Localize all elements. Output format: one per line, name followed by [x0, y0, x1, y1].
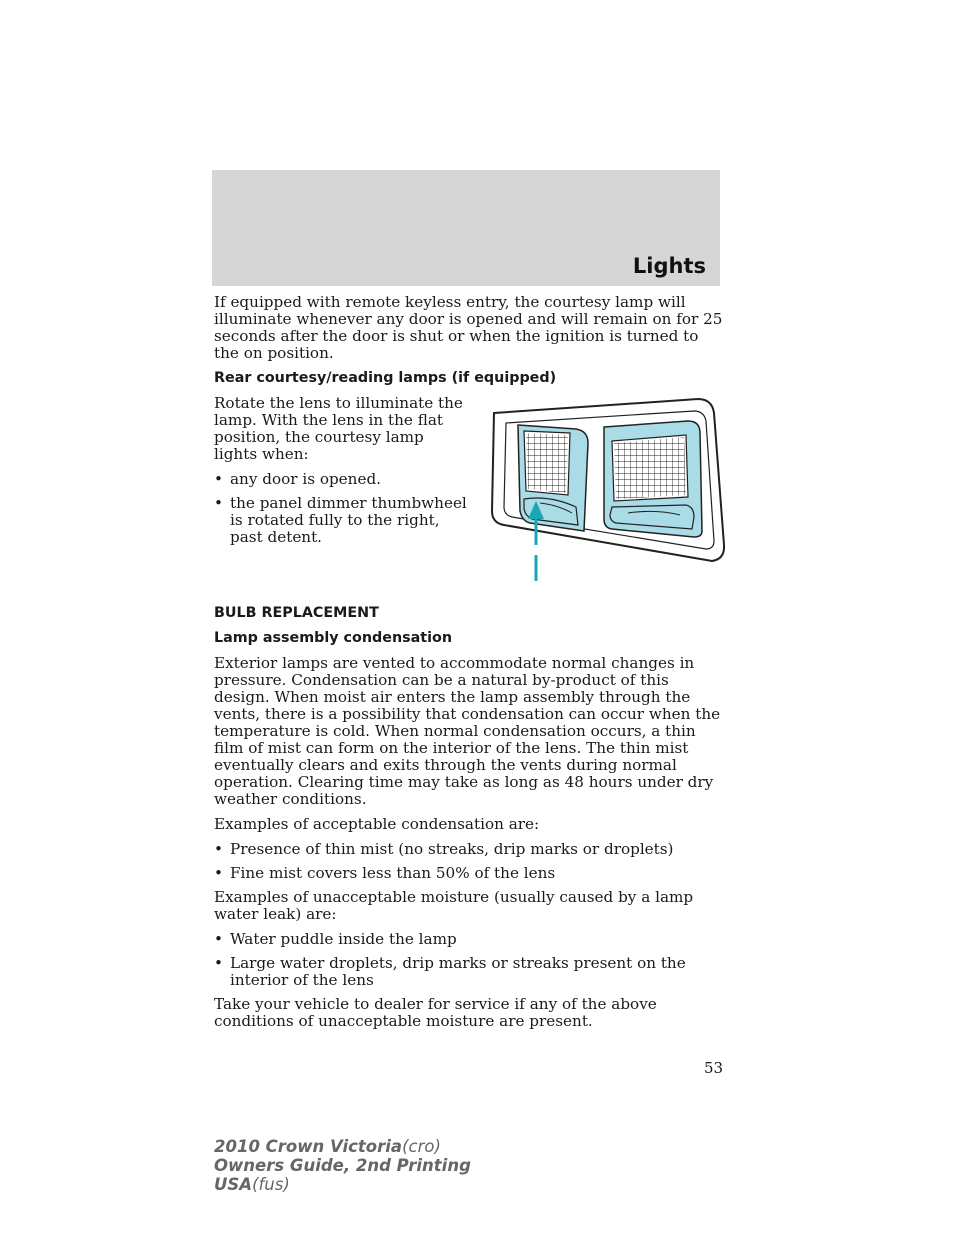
- footer-region: USA: [214, 1175, 253, 1194]
- section-header-band: [212, 170, 720, 286]
- list-item: • Water puddle inside the lamp: [214, 931, 724, 948]
- footer-model: 2010 Crown Victoria: [214, 1137, 403, 1156]
- unacceptable-list: [214, 931, 724, 989]
- page-content: [214, 294, 724, 1038]
- rear-lamp-illustration: [480, 395, 738, 583]
- page-number: 53: [704, 1059, 724, 1077]
- intro-paragraph: If equipped with remote keyless entry, the courtesy lamp will illuminate whenever any door is opened and will remain on for 25 seconds after the door is shut or when the ignition is turned to the on position.: [214, 293, 723, 362]
- list-item: • Fine mist covers less than 50% of the lens: [214, 865, 724, 882]
- condensation-subheading: Lamp assembly condensation: [214, 630, 453, 646]
- list-item: • Presence of thin mist (no streaks, drip marks or droplets): [214, 841, 724, 858]
- list-item: • any door is opened.: [214, 471, 724, 488]
- acceptable-intro: Examples of acceptable condensation are:: [214, 815, 540, 833]
- closing-paragraph: Take your vehicle to dealer for service if any of the above conditions of unacceptable moisture are present.: [214, 995, 657, 1030]
- acceptable-list: [214, 841, 724, 882]
- rear-lamps-conditions-list: [214, 471, 724, 546]
- list-item: • Large water droplets, drip marks or streaks present on the interior of the lens: [214, 955, 724, 989]
- unacceptable-intro: Examples of unacceptable moisture (usually caused by a lamp water leak) are:: [214, 888, 694, 923]
- footer-guide: Owners Guide, 2nd Printing: [214, 1156, 471, 1175]
- rear-lamps-body: Rotate the lens to illuminate the lamp. With the lens in the flat position, the courtesy lamp lights when:: [214, 394, 463, 463]
- bulb-replacement-heading: BULB REPLACEMENT: [214, 605, 379, 621]
- footer-model-code: (cro): [402, 1137, 441, 1156]
- section-title: Lights: [632, 254, 706, 278]
- footer-region-code: (fus): [252, 1175, 290, 1194]
- condensation-body: Exterior lamps are vented to accommodate normal changes in pressure. Condensation can be a natural by-product of this design. When moist air enters the lamp assembly through the vents, there is a possibility that condensation can occur when the temperature is cold. When normal condensation occurs, a thin film of mist can form on the interior of the lens. The thin mist eventually clears and exits through the vents during normal operation. Clearing time may take as long as 48 hours under dry weather conditions.: [214, 654, 721, 808]
- rear-lamps-heading: Rear courtesy/reading lamps (if equipped): [214, 370, 557, 386]
- document-footer: [214, 1137, 471, 1194]
- list-item: • the panel dimmer thumbwheel is rotated fully to the right, past detent.: [214, 495, 724, 546]
